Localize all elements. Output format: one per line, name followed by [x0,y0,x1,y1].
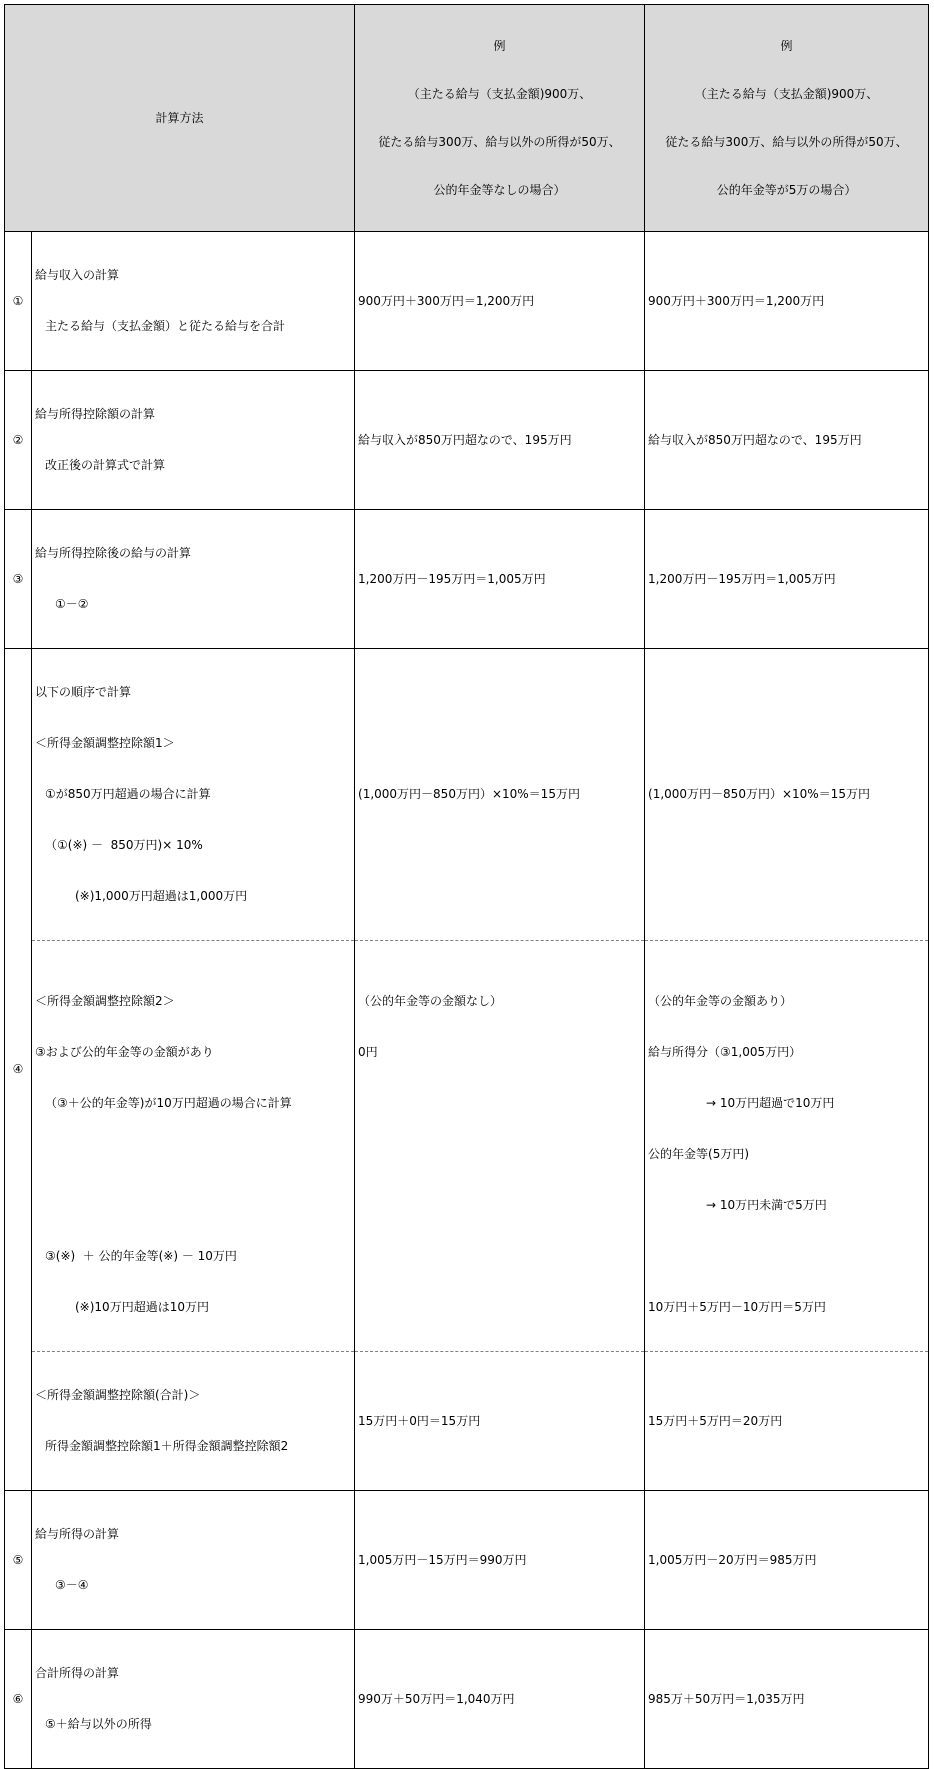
method-cell: 合計所得の計算 ⑤＋給与以外の所得 [32,1630,355,1769]
header-example-2: 例 （主たる給与（支払金額)900万、 従たる給与300万、給与以外の所得が50万、 公的年金等が5万の場合） [645,5,929,232]
row-6 [5,1630,929,1769]
row-4c [5,1352,929,1491]
method-cell: ＜所得金額調整控除額(合計)＞ 所得金額調整控除額1＋所得金額調整控除額2 [32,1352,355,1491]
row-4b [5,941,929,1352]
example-1-cell: 900万円＋300万円＝1,200万円 [355,232,645,371]
method-cell: 給与収入の計算 主たる給与（支払金額）と従たる給与を合計 [32,232,355,371]
step-number: ④ [5,649,32,1491]
example-1-cell: 1,200万円－195万円＝1,005万円 [355,510,645,649]
example-2-cell: 900万円＋300万円＝1,200万円 [645,232,929,371]
method-cell: 以下の順序で計算 ＜所得金額調整控除額1＞ ①が850万円超過の場合に計算 （①(※) － 850万円)× 10% (※)1,000万円超過は1,000万円 [32,649,355,941]
example-2-cell: （公的年金等の金額あり） 給与所得分（③1,005万円） → 10万円超過で10万円 公的年金等(5万円) → 10万円未満で5万円 10万円＋5万円－10万円＝5万円 [645,941,929,1352]
step-number: ③ [5,510,32,649]
example-1-cell: 1,005万円－15万円＝990万円 [355,1491,645,1630]
method-cell: 給与所得控除額の計算 改正後の計算式で計算 [32,371,355,510]
method-cell: ＜所得金額調整控除額2＞ ③および公的年金等の金額があり （③＋公的年金等)が10万円超過の場合に計算 ③(※) ＋ 公的年金等(※) － 10万円 (※)10万円超過は10万円 [32,941,355,1352]
example-1-cell: (1,000万円－850万円）×10%＝15万円 [355,649,645,941]
example-2-cell: (1,000万円－850万円）×10%＝15万円 [645,649,929,941]
header-example-1: 例 （主たる給与（支払金額)900万、 従たる給与300万、給与以外の所得が50万、 公的年金等なしの場合） [355,5,645,232]
step-number: ⑥ [5,1630,32,1769]
example-1-cell: 990万＋50万円＝1,040万円 [355,1630,645,1769]
step-number: ② [5,371,32,510]
step-number: ⑤ [5,1491,32,1630]
step-number: ① [5,232,32,371]
row-1 [5,232,929,371]
header-method: 計算方法 [5,5,355,232]
row-4a [5,649,929,941]
example-2-cell: 15万円＋5万円＝20万円 [645,1352,929,1491]
row-5 [5,1491,929,1630]
header-row [5,5,929,232]
example-2-cell: 給与収入が850万円超なので、195万円 [645,371,929,510]
example-1-cell: 給与収入が850万円超なので、195万円 [355,371,645,510]
method-cell: 給与所得控除後の給与の計算 ①－② [32,510,355,649]
example-2-cell: 1,200万円－195万円＝1,005万円 [645,510,929,649]
method-cell: 給与所得の計算 ③－④ [32,1491,355,1630]
example-2-cell: 985万＋50万円＝1,035万円 [645,1630,929,1769]
row-2 [5,371,929,510]
example-1-cell: 15万円＋0円＝15万円 [355,1352,645,1491]
row-3 [5,510,929,649]
calculation-table [4,4,929,1769]
example-1-cell: （公的年金等の金額なし） 0円 [355,941,645,1352]
example-2-cell: 1,005万円－20万円＝985万円 [645,1491,929,1630]
